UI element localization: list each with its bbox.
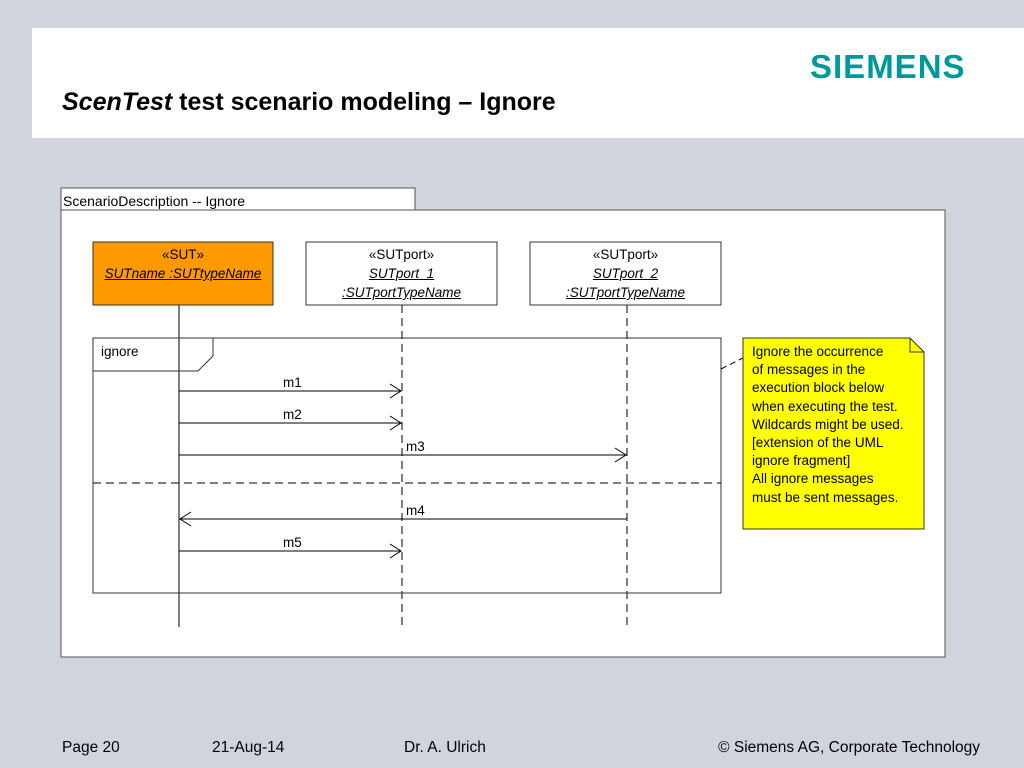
- lifeline-port1-name: SUTport_1: [368, 266, 435, 281]
- lifeline-port2-type: :SUTportTypeName: [565, 285, 686, 300]
- message-m1-label: m1: [283, 375, 302, 390]
- lifeline-port1-stereotype: «SUTport»: [368, 247, 435, 262]
- note-line: [extension of the UML: [752, 435, 884, 451]
- note-line: ignore fragment]: [752, 453, 851, 469]
- note-line: Wildcards might be used.: [752, 416, 904, 432]
- lifeline-port1-type: :SUTportTypeName: [341, 285, 462, 300]
- note-line: execution block below: [752, 380, 885, 396]
- footer-copyright: © Siemens AG, Corporate Technology: [718, 739, 980, 756]
- message-m2-label: m2: [283, 407, 302, 422]
- message-m3-label: m3: [406, 439, 425, 454]
- lifeline-port1-head: [306, 245, 497, 302]
- lifeline-port2-stereotype: «SUTport»: [592, 247, 659, 262]
- message-m4-label: m4: [406, 503, 425, 518]
- frame-label: ScenarioDescription -- Ignore: [63, 193, 246, 209]
- message-m5-label: m5: [283, 535, 302, 550]
- fragment-label: ignore: [101, 344, 139, 359]
- lifeline-sut-head: [93, 245, 273, 283]
- note-text: [752, 343, 924, 507]
- note-line: must be sent messages.: [752, 489, 899, 505]
- title-italic: ScenTest: [62, 88, 173, 116]
- footer-author: Dr. A. Ulrich: [404, 739, 486, 756]
- lifeline-port2-name: SUTport_2: [592, 266, 659, 281]
- footer-date: 21-Aug-14: [212, 739, 285, 756]
- siemens-logo: SIEMENS: [810, 48, 966, 85]
- lifeline-port2-head: [530, 245, 721, 302]
- note-line: All ignore messages: [752, 471, 874, 487]
- note-line: Ignore the occurrence: [752, 344, 884, 359]
- note-line: when executing the test.: [752, 398, 898, 414]
- lifeline-sut-name: SUTname :SUTtypeName: [104, 266, 262, 281]
- title-rest: test scenario modeling – Ignore: [172, 88, 556, 116]
- footer-page: Page 20: [62, 739, 120, 756]
- lifeline-sut-stereotype: «SUT»: [161, 247, 205, 262]
- note-line: of messages in the: [752, 362, 866, 378]
